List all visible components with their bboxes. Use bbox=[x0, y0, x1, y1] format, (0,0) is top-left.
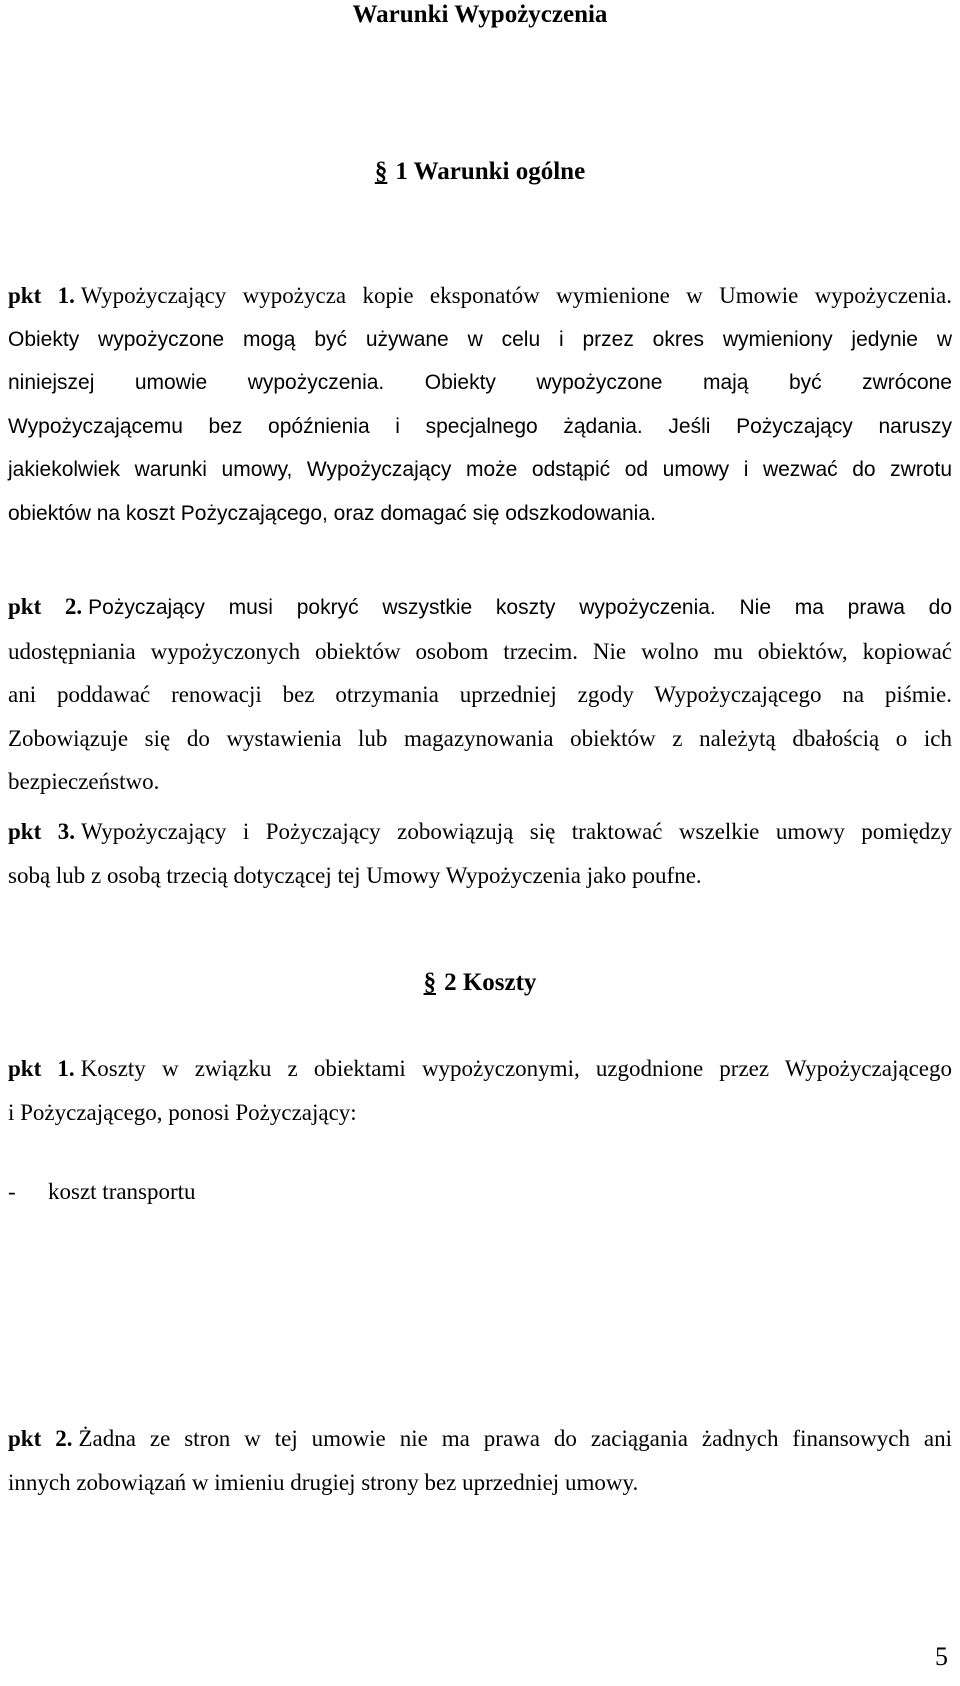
point-label: pkt 1. bbox=[8, 283, 75, 308]
section-sign: § bbox=[423, 969, 437, 996]
section-1-pkt-2 bbox=[8, 585, 952, 804]
list-item-text: koszt transportu bbox=[48, 1179, 196, 1204]
section-1-pkt-1 bbox=[8, 274, 952, 535]
line-text: Wypożyczający wypożycza kopie eksponatów wymienione w Umowie wypożyczenia. bbox=[80, 283, 952, 308]
page-number: 5 bbox=[935, 1642, 948, 1671]
paragraph-line bbox=[8, 1047, 952, 1091]
line-text: Koszty w związku z obiektami wypożyczonymi, uzgodnione przez Wypożyczającego bbox=[80, 1056, 952, 1081]
section-2-heading-text: 2 Koszty bbox=[444, 969, 537, 996]
section-sign: § bbox=[374, 158, 388, 185]
paragraph-line bbox=[8, 810, 952, 854]
point-label: pkt 1. bbox=[8, 1056, 75, 1081]
paragraph-line: innych zobowiązań w imieniu drugiej strony bez uprzedniej umowy. bbox=[8, 1469, 639, 1495]
paragraph-line bbox=[8, 274, 952, 318]
paragraph-line: sobą lub z osobą trzecią dotyczącej tej Umowy Wypożyczenia jako poufne. bbox=[8, 862, 702, 888]
section-2-pkt-1 bbox=[8, 1047, 952, 1134]
line-text: Wypożyczający i Pożyczający zobowiązują się traktować wszelkie umowy pomiędzy bbox=[80, 819, 952, 844]
paragraph-line: jakiekolwiek warunki umowy, Wypożyczający może odstąpić od umowy i wezwać do zwrotu bbox=[8, 458, 952, 481]
paragraph-line: i Pożyczającego, ponosi Pożyczający: bbox=[8, 1099, 357, 1125]
paragraph-line bbox=[8, 1417, 952, 1461]
paragraph-line bbox=[8, 585, 952, 630]
cost-list-item bbox=[8, 1177, 196, 1207]
paragraph-line: bezpieczeństwo. bbox=[8, 769, 160, 794]
line-text: Pożyczający musi pokryć wszystkie koszty wypożyczenia. Nie ma prawa do bbox=[88, 596, 952, 619]
list-dash: - bbox=[8, 1179, 16, 1204]
section-1-pkt-3 bbox=[8, 810, 952, 897]
document-title: Warunki Wypożyczenia bbox=[352, 1, 608, 28]
paragraph-line: Wypożyczającemu bez opóźnienia i specjalnego żądania. Jeśli Pożyczający naruszy bbox=[8, 414, 952, 438]
section-1-heading-text: 1 Warunki ogólne bbox=[395, 158, 586, 185]
line-text: Żadna ze stron w tej umowie nie ma prawa do zaciągania żadnych finansowych ani bbox=[78, 1426, 953, 1451]
point-label: pkt 3. bbox=[8, 819, 75, 844]
paragraph-line: udostępniania wypożyczonych obiektów osobom trzecim. Nie wolno mu obiektów, kopiować bbox=[8, 638, 952, 664]
paragraph-line: Obiekty wypożyczone mogą być używane w celu i przez okres wymieniony jedynie w bbox=[8, 327, 952, 351]
point-label: pkt 2. bbox=[8, 1426, 73, 1451]
paragraph-line: niniejszej umowie wypożyczenia. Obiekty wypożyczone mają być zwrócone bbox=[8, 371, 952, 394]
section-1-heading bbox=[0, 157, 960, 187]
paragraph-line: obiektów na koszt Pożyczającego, oraz domagać się odszkodowania. bbox=[8, 501, 656, 525]
paragraph-line: Zobowiązuje się do wystawienia lub magazynowania obiektów z należytą dbałością o ich bbox=[8, 725, 952, 751]
section-2-heading bbox=[0, 968, 960, 998]
point-label: pkt 2. bbox=[8, 594, 83, 619]
paragraph-line: ani poddawać renowacji bez otrzymania uprzedniej zgody Wypożyczającego na piśmie. bbox=[8, 682, 952, 707]
section-2-pkt-2 bbox=[8, 1417, 952, 1504]
